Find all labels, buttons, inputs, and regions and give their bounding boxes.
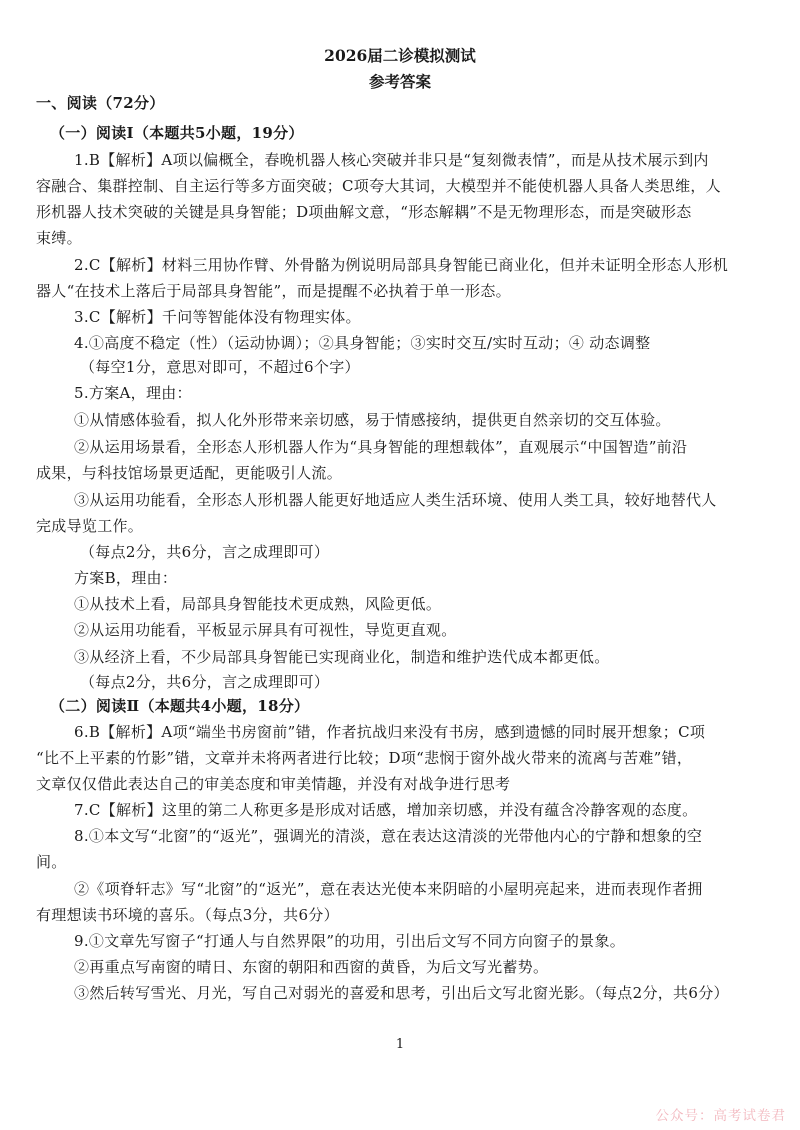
text-line: 成果，与科技馆场景更适配，更能吸引人流。 xyxy=(36,464,343,482)
text-line: （二）阅读Ⅱ（本题共4小题，18分） xyxy=(50,697,310,715)
text-line: 4.①高度不稳定（性）（运动协调）；②具身智能；③实时交互/实时互动；④ 动态调整 xyxy=(74,334,651,352)
text-line: 6.B【解析】A项“端坐书房窗前”错，作者抗战归来没有书房，感到遗憾的同时展开想象；C项 xyxy=(74,723,706,741)
text-line: 9.①文章先写窗子“打通人与自然界限”的功用，引出后文写不同方向窗子的景象。 xyxy=(74,932,626,950)
text-line: ①从情感体验看，拟人化外形带来亲切感，易于情感接纳，提供更自然亲切的交互体验。 xyxy=(74,411,671,429)
text-line: 8.①本文写“北窗”的“返光”，强调光的清淡，意在表达这清淡的光带他内心的宁静和想象的空 xyxy=(74,827,703,845)
text-line: 束缚。 xyxy=(36,229,82,247)
text-line: （一）阅读Ⅰ（本题共5小题，19分） xyxy=(50,124,304,142)
text-line: ②从运用场景看，全形态人形机器人作为“具身智能的理想载体”，直观展示“中国智造”前沿 xyxy=(74,438,688,456)
text-line: 7.C【解析】这里的第二人称更多是形成对话感，增加亲切感，并没有蕴含冷静客观的态度。 xyxy=(74,801,698,819)
text-line: （每空1分，意思对即可，不超过6个字） xyxy=(80,358,360,376)
text-line: 间。 xyxy=(36,853,67,871)
text-line: 有理想读书环境的喜乐。（每点3分，共6分） xyxy=(36,906,339,924)
text-line: ②《项脊轩志》写“北窗”的“返光”，意在表达光使本来阴暗的小屋明亮起来，进而表现作者拥 xyxy=(74,880,703,898)
text-line: 1.B【解析】A项以偏概全，春晚机器人核心突破并非只是“复刻微表情”，而是从技术展示到内 xyxy=(74,151,709,169)
text-line: 5.方案A，理由： xyxy=(74,384,192,402)
text-line: ③从运用功能看，全形态人形机器人能更好地适应人类生活环境、使用人类工具，较好地替代人 xyxy=(74,491,717,509)
text-line: ③从经济上看，不少局部具身智能已实现商业化，制造和维护迭代成本都更低。 xyxy=(74,648,610,666)
watermark-text: 公众号：高考试卷君 xyxy=(655,1108,786,1124)
text-line: （每点2分，共6分，言之成理即可） xyxy=(80,543,330,561)
text-line: 容融合、集群控制、自主运行等多方面突破；C项夸大其词，大模型并不能使机器人具备人类思维，人 xyxy=(36,177,721,195)
text-line: ②再重点写南窗的晴日、东窗的朝阳和西窗的黄昏，为后文写光蓄势。 xyxy=(74,958,549,976)
text-line: ③然后转写雪光、月光，写自己对弱光的喜爱和思考，引出后文写北窗光影。（每点2分，共6分） xyxy=(74,984,729,1002)
text-line: 器人“在技术上落后于局部具身智能”，而是提醒不必执着于单一形态。 xyxy=(36,282,511,300)
text-line: 2.C【解析】材料三用协作臂、外骨骼为例说明局部具身智能已商业化，但并未证明全形态人形机 xyxy=(74,256,728,274)
text-line: “比不上平素的竹影”错，文章并未将两者进行比较；D项“悲悯于窗外战火带来的流离与苦难”错， xyxy=(36,749,693,767)
text-line: 3.C【解析】千问等智能体没有物理实体。 xyxy=(74,308,361,326)
text-line: 一、阅读（72分） xyxy=(36,94,165,112)
text-line: 完成导览工作。 xyxy=(36,517,144,535)
page-number: 1 xyxy=(395,1037,405,1052)
page-title: 2026届二诊模拟测试 xyxy=(324,46,476,65)
text-line: 方案B，理由： xyxy=(74,569,178,587)
page-subtitle: 参考答案 xyxy=(368,72,431,91)
text-line: 文章仅仅借此表达自己的审美态度和审美情趣，并没有对战争进行思考 xyxy=(36,775,511,793)
text-line: ①从技术上看，局部具身智能技术更成熟，风险更低。 xyxy=(74,595,442,613)
text-line: ②从运用功能看，平板显示屏具有可视性，导览更直观。 xyxy=(74,621,457,639)
text-line: 形机器人技术突破的关键是具身智能；D项曲解文意，“形态解耦”不是无物理形态，而是突破形态 xyxy=(36,203,692,221)
text-line: （每点2分，共6分，言之成理即可） xyxy=(80,673,330,691)
